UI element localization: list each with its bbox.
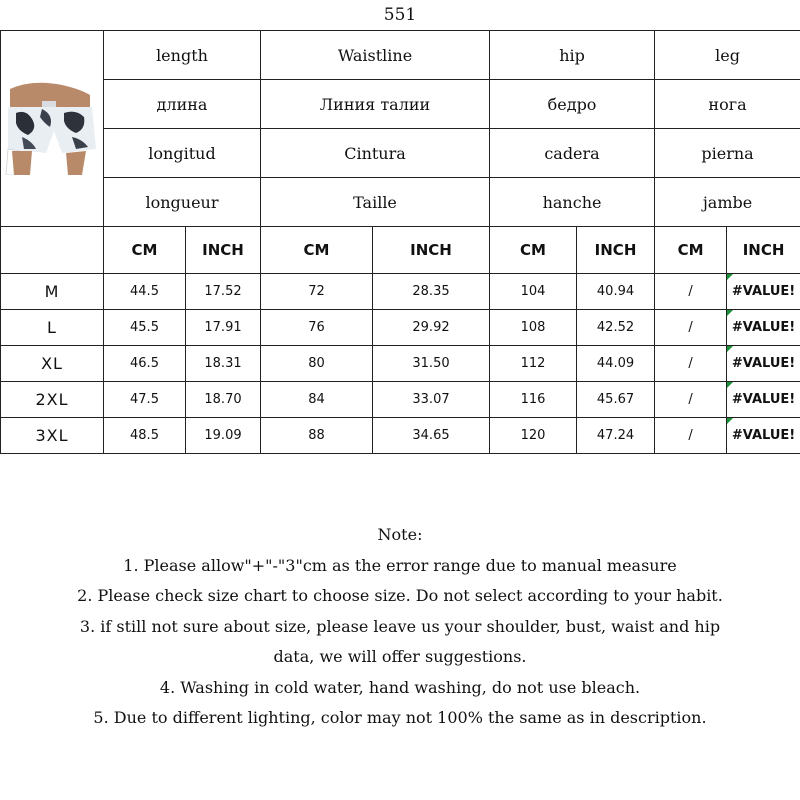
header-row-ru xyxy=(1,80,800,129)
table-cell: 104 xyxy=(490,274,577,310)
table-cell: / xyxy=(655,418,727,454)
product-photo-cell xyxy=(1,31,104,227)
note-line: 3. if still not sure about size, please leave us your shoulder, bust, waist and hip xyxy=(79,616,721,636)
note-line: 5. Due to different lighting, color may not 100% the same as in description. xyxy=(93,708,707,727)
table-cell: 28.35 xyxy=(373,274,490,310)
notes-section xyxy=(0,520,800,734)
unit-row xyxy=(1,227,800,274)
unit-cell: INCH xyxy=(186,227,261,274)
table-row xyxy=(1,274,800,310)
table-cell: 88 xyxy=(261,418,373,454)
table-cell: 72 xyxy=(261,274,373,310)
size-label: 3XL xyxy=(1,418,104,454)
table-row xyxy=(1,418,800,454)
header-length-fr: longueur xyxy=(104,178,261,227)
header-waist-es: Cintura xyxy=(261,129,490,178)
table-cell: 80 xyxy=(261,346,373,382)
table-row xyxy=(1,382,800,418)
header-length-ru: длина xyxy=(104,80,261,129)
unit-cell: INCH xyxy=(373,227,490,274)
header-row-es xyxy=(1,129,800,178)
table-cell: 44.09 xyxy=(577,346,655,382)
unit-corner-cell xyxy=(1,227,104,274)
table-row xyxy=(1,310,800,346)
table-cell: / xyxy=(655,274,727,310)
table-cell: 45.5 xyxy=(104,310,186,346)
note-line: 1. Please allow"+"-"3"cm as the error range due to manual measure xyxy=(123,555,677,575)
table-cell: 29.92 xyxy=(373,310,490,346)
error-cell: #VALUE! xyxy=(727,418,800,454)
table-cell: / xyxy=(655,382,727,418)
unit-cell: CM xyxy=(655,227,727,274)
header-waist-ru: Линия талии xyxy=(261,80,490,129)
unit-cell: CM xyxy=(104,227,186,274)
table-cell: / xyxy=(655,346,727,382)
table-cell: 116 xyxy=(490,382,577,418)
table-cell: 45.67 xyxy=(577,382,655,418)
header-row-en xyxy=(1,31,800,80)
error-cell: #VALUE! xyxy=(727,382,800,418)
error-cell: #VALUE! xyxy=(727,310,800,346)
table-cell: 47.24 xyxy=(577,418,655,454)
table-cell: 44.5 xyxy=(104,274,186,310)
size-label: M xyxy=(1,274,104,310)
table-cell: 42.52 xyxy=(577,310,655,346)
size-label: 2XL xyxy=(1,382,104,418)
header-hip-en: hip xyxy=(490,31,655,80)
unit-cell: CM xyxy=(490,227,577,274)
header-leg-en: leg xyxy=(655,31,800,80)
header-waist-en: Waistline xyxy=(261,31,490,80)
header-length-es: longitud xyxy=(104,129,261,178)
table-cell: 31.50 xyxy=(373,346,490,382)
unit-cell: INCH xyxy=(727,227,800,274)
table-cell: 108 xyxy=(490,310,577,346)
note-line: 2. Please check size chart to choose size. Do not select according to your habit. xyxy=(77,586,723,605)
header-hip-ru: бедро xyxy=(490,80,655,129)
table-cell: 84 xyxy=(261,382,373,418)
table-cell: 46.5 xyxy=(104,346,186,382)
size-label: L xyxy=(1,310,104,346)
header-hip-fr: hanche xyxy=(490,178,655,227)
table-cell: 40.94 xyxy=(577,274,655,310)
unit-cell: INCH xyxy=(577,227,655,274)
table-cell: 47.5 xyxy=(104,382,186,418)
unit-cell: CM xyxy=(261,227,373,274)
header-leg-es: pierna xyxy=(655,129,800,178)
table-cell: 17.52 xyxy=(186,274,261,310)
table-cell: 19.09 xyxy=(186,418,261,454)
header-hip-es: cadera xyxy=(490,129,655,178)
header-leg-ru: нога xyxy=(655,80,800,129)
header-leg-fr: jambe xyxy=(655,178,800,227)
table-cell: 17.91 xyxy=(186,310,261,346)
shorts-model-photo xyxy=(2,79,102,175)
size-label: XL xyxy=(1,346,104,382)
table-cell: 76 xyxy=(261,310,373,346)
note-line: 4. Washing in cold water, hand washing, do not use bleach. xyxy=(159,677,641,697)
table-cell: / xyxy=(655,310,727,346)
table-cell: 112 xyxy=(490,346,577,382)
header-row-fr xyxy=(1,178,800,227)
header-waist-fr: Taille xyxy=(261,178,490,227)
table-cell: 18.70 xyxy=(186,382,261,418)
chart-title: 551 xyxy=(383,5,417,25)
table-cell: 34.65 xyxy=(373,418,490,454)
header-length-en: length xyxy=(104,31,261,80)
size-table xyxy=(0,30,800,454)
table-cell: 33.07 xyxy=(373,382,490,418)
notes-heading: Note: xyxy=(377,525,423,544)
note-line: data, we will offer suggestions. xyxy=(273,647,527,666)
table-cell: 48.5 xyxy=(104,418,186,454)
table-cell: 120 xyxy=(490,418,577,454)
table-row xyxy=(1,346,800,382)
table-cell: 18.31 xyxy=(186,346,261,382)
error-cell: #VALUE! xyxy=(727,346,800,382)
error-cell: #VALUE! xyxy=(727,274,800,310)
